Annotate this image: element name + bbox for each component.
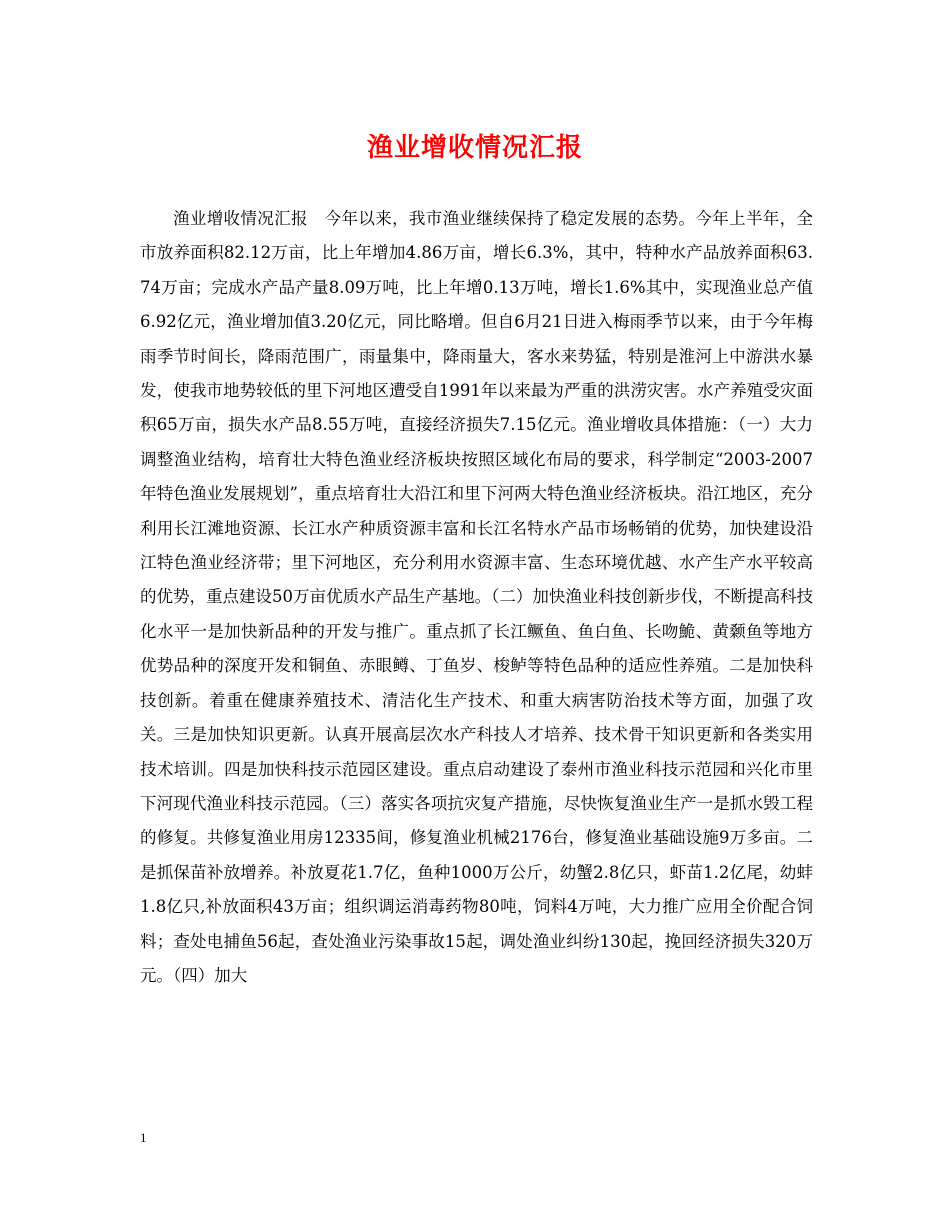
document-body-paragraph: 渔业增收情况汇报 今年以来，我市渔业继续保持了稳定发展的态势。今年上半年，全市放养面积82.12万亩，比上年增加4.86万亩，增长6.3%，其中，特种水产品放养面积63.74万亩；完成水产品产量8.09万吨，比上年增0.13万吨，增长1.6%其中，实现渔业总产值6.92亿元，渔业增加值3.20亿元，同比略增。但自6月21日进入梅雨季节以来，由于今年梅雨季节时间长，降雨范围广，雨量集中，降雨量大，客水来势猛，特别是淮河上中游洪水暴发，使我市地势较低的里下河地区遭受自1991年以来最为严重的洪涝灾害。水产养殖受灾面积65万亩，损失水产品8.55万吨，直接经济损失7.15亿元。渔业增收具体措施：（一）大力调整渔业结构，培育壮大特色渔业经济板块按照区域化布局的要求，科学制定“2003-2007年特色渔业发展规划”，重点培育壮大沿江和里下河两大特色渔业经济板块。沿江地区，充分利用长江滩地资源、长江水产种质资源丰富和长江名特水产品市场畅销的优势，加快建设沿江特色渔业经济带；里下河地区，充分利用水资源丰富、生态环境优越、水产生产水平较高的优势，重点建设50万亩优质水产品生产基地。（二）加快渔业科技创新步伐，不断提高科技化水平一是加快新品种的开发与推广。重点抓了长江鳜鱼、鱼白鱼、长吻鮠、黄颡鱼等地方优势品种的深度开发和铜鱼、赤眼鳟、丁鱼岁、梭鲈等特色品种的适应性养殖。二是加快科技创新。着重在健康养殖技术、清洁化生产技术、和重大病害防治技术等方面，加强了攻关。三是加快知识更新。认真开展高层次水产科技人才培养、技术骨干知识更新和各类实用技术培训。四是加快科技示范园区建设。重点启动建设了泰州市渔业科技示范园和兴化市里下河现代渔业科技示范园。（三）落实各项抗灾复产措施，尽快恢复渔业生产一是抓水毁工程的修复。共修复渔业用房12335间，修复渔业机械2176台，修复渔业基础设施9万多亩。二是抓保苗补放增养。补放夏花1.7亿，鱼种1000万公斤，幼蟹2.8亿只，虾苗1.2亿尾，幼蚌1.8亿只,补放面积43万亩；组织调运消毒药物80吨，饲料4万吨，大力推广应用全价配合饲料；查处电捕鱼56起，查处渔业污染事故15起，调处渔业纠纷130起，挽回经济损失320万元。（四）加大	[140, 209, 813, 985]
page-number: 1	[140, 1130, 147, 1145]
document-title: 渔业增收情况汇报	[366, 133, 583, 163]
